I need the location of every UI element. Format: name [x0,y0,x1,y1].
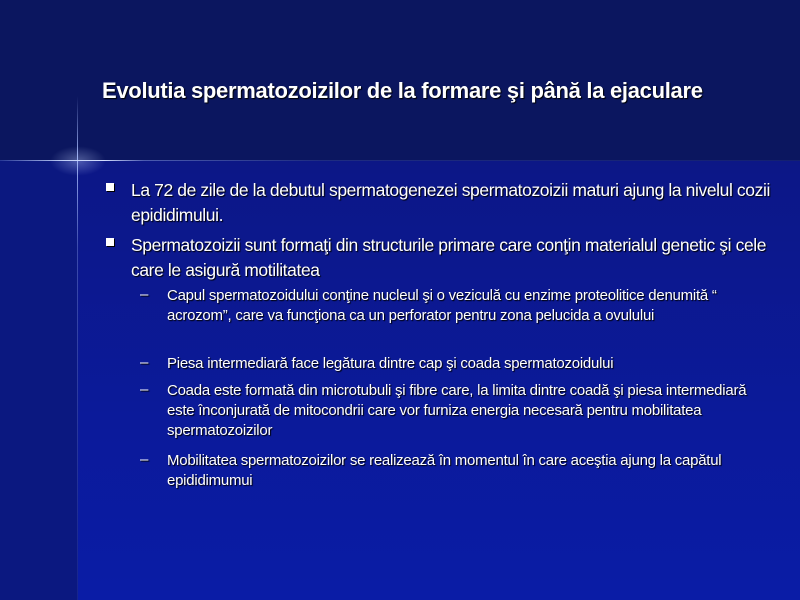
bullet-text: Spermatozoizii sunt formaţi din structurile primare care conţin materialul genetic şi cele care le asigură motilitatea [131,235,767,280]
dash-bullet-icon: – [140,286,149,303]
dash-bullet-icon: – [140,354,149,371]
square-bullet-icon [106,183,120,197]
bullet-text: La 72 de zile de la debutul spermatogenezei spermatozoizii maturi ajung la nivelul cozii epididimului. [131,180,770,225]
square-bullet-icon [106,238,120,252]
dash-bullet-icon: – [140,451,149,468]
subbullet-text: Piesa intermediară face legătura dintre cap şi coada spermatozoidului [167,355,614,372]
subbullet-text: Mobilitatea spermatozoizilor se realizează în momentul în care aceştia ajung la capătul epididimumui [167,452,722,489]
slide-title: Evolutia spermatozoizilor de la formare şi până la ejaculare [102,78,703,103]
dash-bullet-icon: – [140,381,149,398]
subbullet-text: Capul spermatozoidului conţine nucleul şi o veziculă cu enzime proteolitice denumită “ acrozom”, care va funcţiona ca un perforator pentru zona pelucida a ovulului [167,287,717,324]
subbullet-text: Coada este formată din microtubuli şi fibre care, la limita dintre coadă şi piesa intermediară este înconjurată de mitocondrii care vor furniza energia necesară pentru mobilitatea spermatozoizilor [167,382,747,439]
